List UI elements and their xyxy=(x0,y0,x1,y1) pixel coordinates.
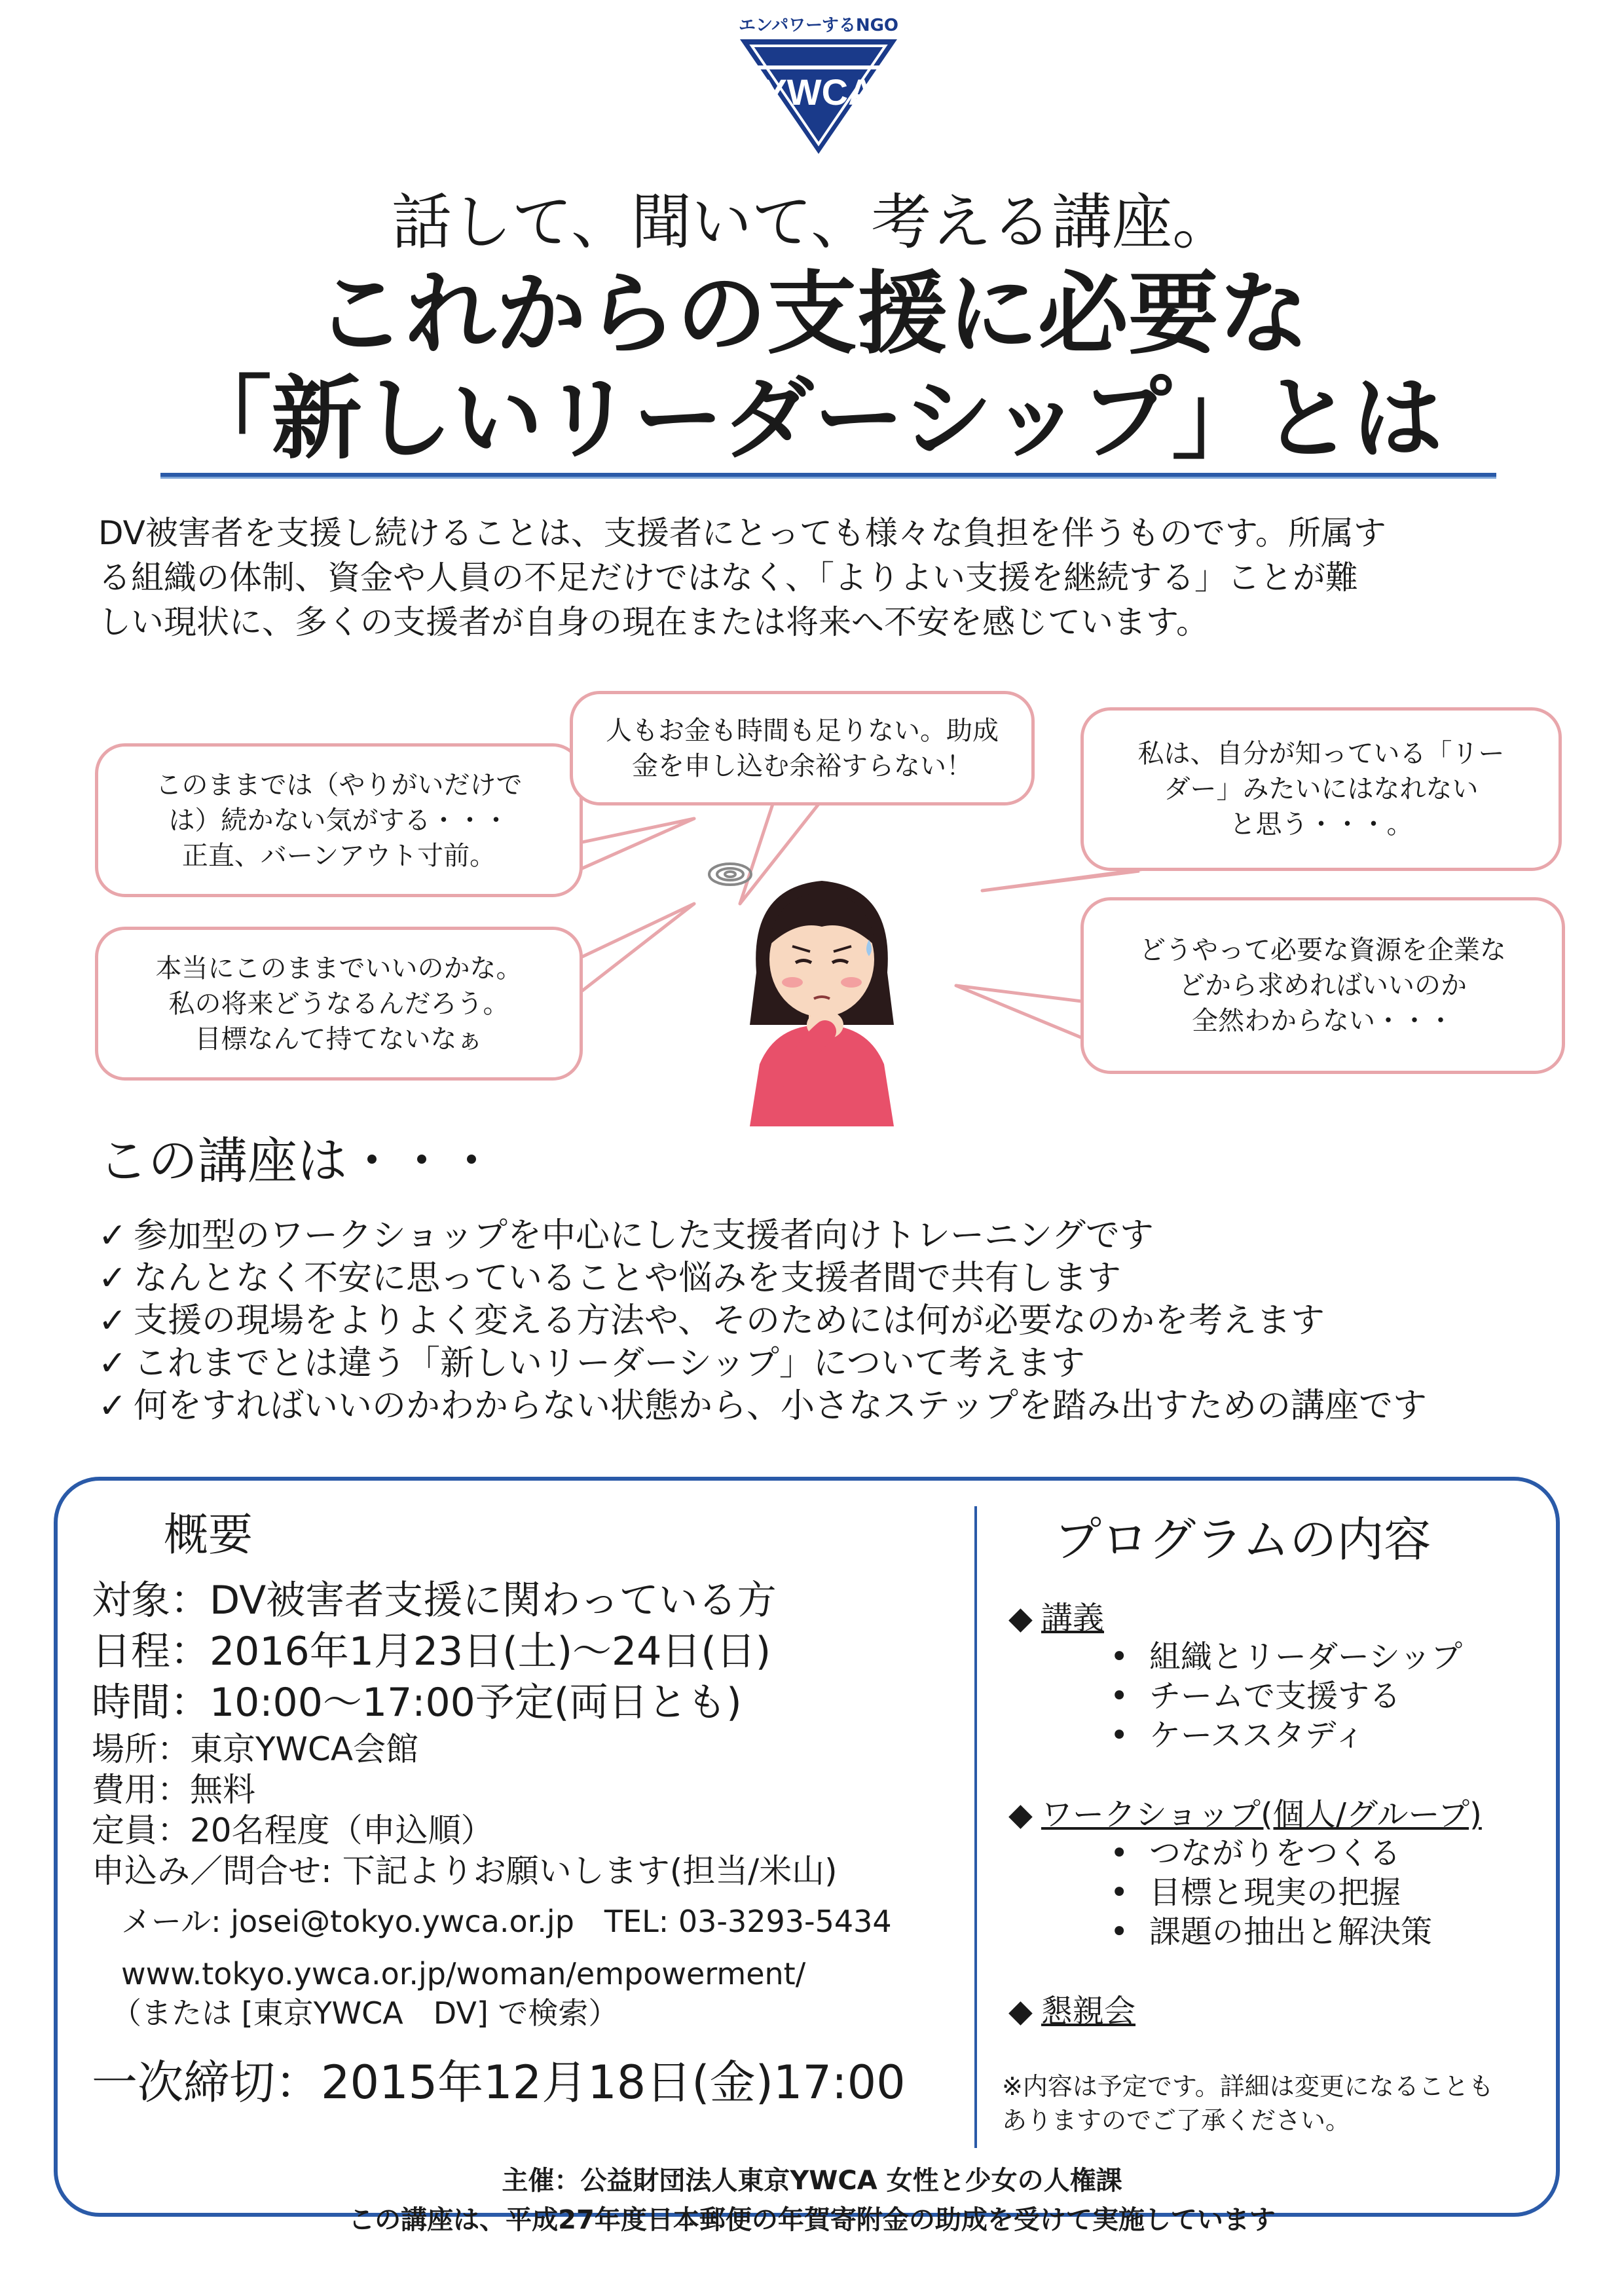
title-underline xyxy=(160,473,1496,479)
bubble-line: 私の将来どうなるんだろう。 xyxy=(168,988,509,1019)
overview-url[interactable]: www.tokyo.ywca.or.jp/woman/empowerment/ xyxy=(121,1956,806,1991)
title-line-1: これからの支援に必要な xyxy=(314,261,1309,367)
category-label: ワークショップ(個人/グループ) xyxy=(1041,1796,1482,1833)
overview-heading: 概要 xyxy=(164,1509,253,1561)
bubble-line: 正直、バーンアウト寸前。 xyxy=(181,840,496,871)
logo-caption: エンパワーするNGO xyxy=(738,16,899,35)
deadline: 一次締切：2015年12月18日(金)17:00 xyxy=(92,2056,906,2109)
bubble-line: 目標なんて持てないなぁ xyxy=(194,1024,483,1054)
program-item: • 目標と現実の把握 xyxy=(1110,1873,1401,1912)
speech-bubble xyxy=(570,691,1035,805)
program-item: • 組織とリーダーシップ xyxy=(1110,1637,1462,1676)
bubble-line: 人もお金も時間も足りない。助成 xyxy=(606,715,999,746)
overview-fee: 費用：無料 xyxy=(92,1771,255,1809)
category-label: 懇親会 xyxy=(1041,1993,1136,2029)
diamond-bullet-icon: ◆ xyxy=(1008,1600,1033,1637)
intro-line: る組織の体制、資金や人員の不足だけではなく、「よりよい支援を継続する」ことが難 xyxy=(98,559,1358,597)
note-line: ※内容は予定です。詳細は変更になることも xyxy=(1002,2072,1494,2101)
bubble-line: ダー」みたいにはなれない xyxy=(1164,774,1479,804)
title-line-2: 「新しいリーダーシップ」とは xyxy=(181,366,1443,472)
ywca-logo xyxy=(733,12,904,156)
course-points-list xyxy=(98,1215,1427,1428)
grant-notice: この講座は、平成27年度日本郵便の年賀寄附金の助成を受けて実施しています xyxy=(348,2205,1276,2235)
point-text: 参加型のワークショップを中心にした支援者向けトレーニングです xyxy=(134,1216,1154,1255)
check-icon: ✓ xyxy=(98,1344,127,1383)
bubble-line: 全然わからない・・・ xyxy=(1192,1006,1454,1036)
overview-venue: 場所：東京YWCA会館 xyxy=(92,1730,419,1768)
point-text: 何をすればいいのかわからない状態から、小さなステップを踏み出すための講座です xyxy=(134,1386,1427,1426)
bubble-line: このままでは（やりがいだけで xyxy=(155,769,523,800)
bubble-line: と思う・・・。 xyxy=(1229,809,1413,840)
logo-text: YWCA xyxy=(762,71,875,113)
bubble-line: どから求めればいいのか xyxy=(1179,971,1467,1001)
intro-line: DV被害者を支援し続けることは、支援者にとっても様々な負担を伴うものです。所属す xyxy=(98,514,1386,552)
check-icon: ✓ xyxy=(98,1259,127,1298)
bubble-line: 本当にこのままでいいのかな。 xyxy=(155,953,523,984)
intro-line: しい現状に、多くの支援者が自身の現在または将来へ不安を感じています。 xyxy=(98,603,1209,641)
intro-paragraph xyxy=(98,511,1526,644)
list-item xyxy=(98,1385,1427,1428)
speech-bubble xyxy=(1080,707,1562,871)
speech-bubble xyxy=(95,927,583,1081)
overview-search-hint: （または [東京YWCA DV] で検索） xyxy=(111,1995,619,2031)
bubble-line: 私は、自分が知っている「リー xyxy=(1137,739,1505,769)
check-icon: ✓ xyxy=(98,1386,127,1426)
list-item xyxy=(98,1300,1427,1342)
diamond-bullet-icon: ◆ xyxy=(1008,1993,1033,2029)
overview-date: 日程：2016年1月23日(土)～24日(日) xyxy=(92,1629,771,1675)
overview-time: 時間：10:00～17:00予定(両日とも) xyxy=(92,1680,742,1726)
program-heading: プログラムの内容 xyxy=(1054,1512,1431,1567)
overview-contact: メール: josei@tokyo.ywca.or.jp TEL: 03-3293-5434 xyxy=(121,1904,892,1939)
program-category xyxy=(1008,1991,1135,2031)
speech-bubble xyxy=(1080,897,1565,1074)
program-category xyxy=(1008,1794,1482,1835)
program-item: • 課題の抽出と解決策 xyxy=(1110,1912,1432,1952)
logo-triangle-icon xyxy=(733,39,904,157)
point-text: なんとなく不安に思っていることや悩みを支援者間で共有します xyxy=(134,1259,1122,1298)
column-divider xyxy=(974,1506,977,2148)
overview-capacity: 定員：20名程度（申込順） xyxy=(92,1811,494,1849)
point-text: これまでとは違う「新しいリーダーシップ」について考えます xyxy=(134,1344,1085,1383)
note-line: ありますのでご了承ください。 xyxy=(1002,2106,1351,2135)
subtitle: 話して、聞いて、考える講座。 xyxy=(391,187,1233,257)
check-icon: ✓ xyxy=(98,1216,127,1255)
worry-swirl-icon xyxy=(709,864,751,885)
list-item xyxy=(98,1215,1427,1257)
list-item xyxy=(98,1257,1427,1300)
overview-apply: 申込み／問合せ: 下記よりお願いします(担当/米山) xyxy=(92,1852,838,1890)
diamond-bullet-icon: ◆ xyxy=(1008,1796,1033,1833)
check-icon: ✓ xyxy=(98,1301,127,1341)
category-label: 講義 xyxy=(1041,1600,1105,1637)
program-item: • チームで支援する xyxy=(1110,1676,1401,1716)
bubble-line: どうやって必要な資源を企業な xyxy=(1139,935,1506,965)
worried-woman-illustration xyxy=(697,828,933,1130)
bubble-line: 金を申し込む余裕すらない！ xyxy=(632,750,972,781)
list-item xyxy=(98,1342,1427,1385)
program-item: • ケーススタディ xyxy=(1110,1716,1365,1755)
bubble-line: は）続かない気がする・・・ xyxy=(168,805,509,836)
course-heading: この講座は・・・ xyxy=(98,1132,496,1190)
program-category xyxy=(1008,1598,1104,1639)
program-note xyxy=(1002,2069,1539,2138)
speech-bubble xyxy=(95,743,583,897)
point-text: 支援の現場をよりよく変える方法や、そのためには何が必要なのかを考えます xyxy=(134,1301,1325,1341)
program-item: • つながりをつくる xyxy=(1110,1834,1401,1873)
overview-target: 対象：DV被害者支援に関わっている方 xyxy=(92,1578,777,1623)
organizer: 主催：公益財団法人東京YWCA 女性と少女の人権課 xyxy=(502,2166,1122,2196)
